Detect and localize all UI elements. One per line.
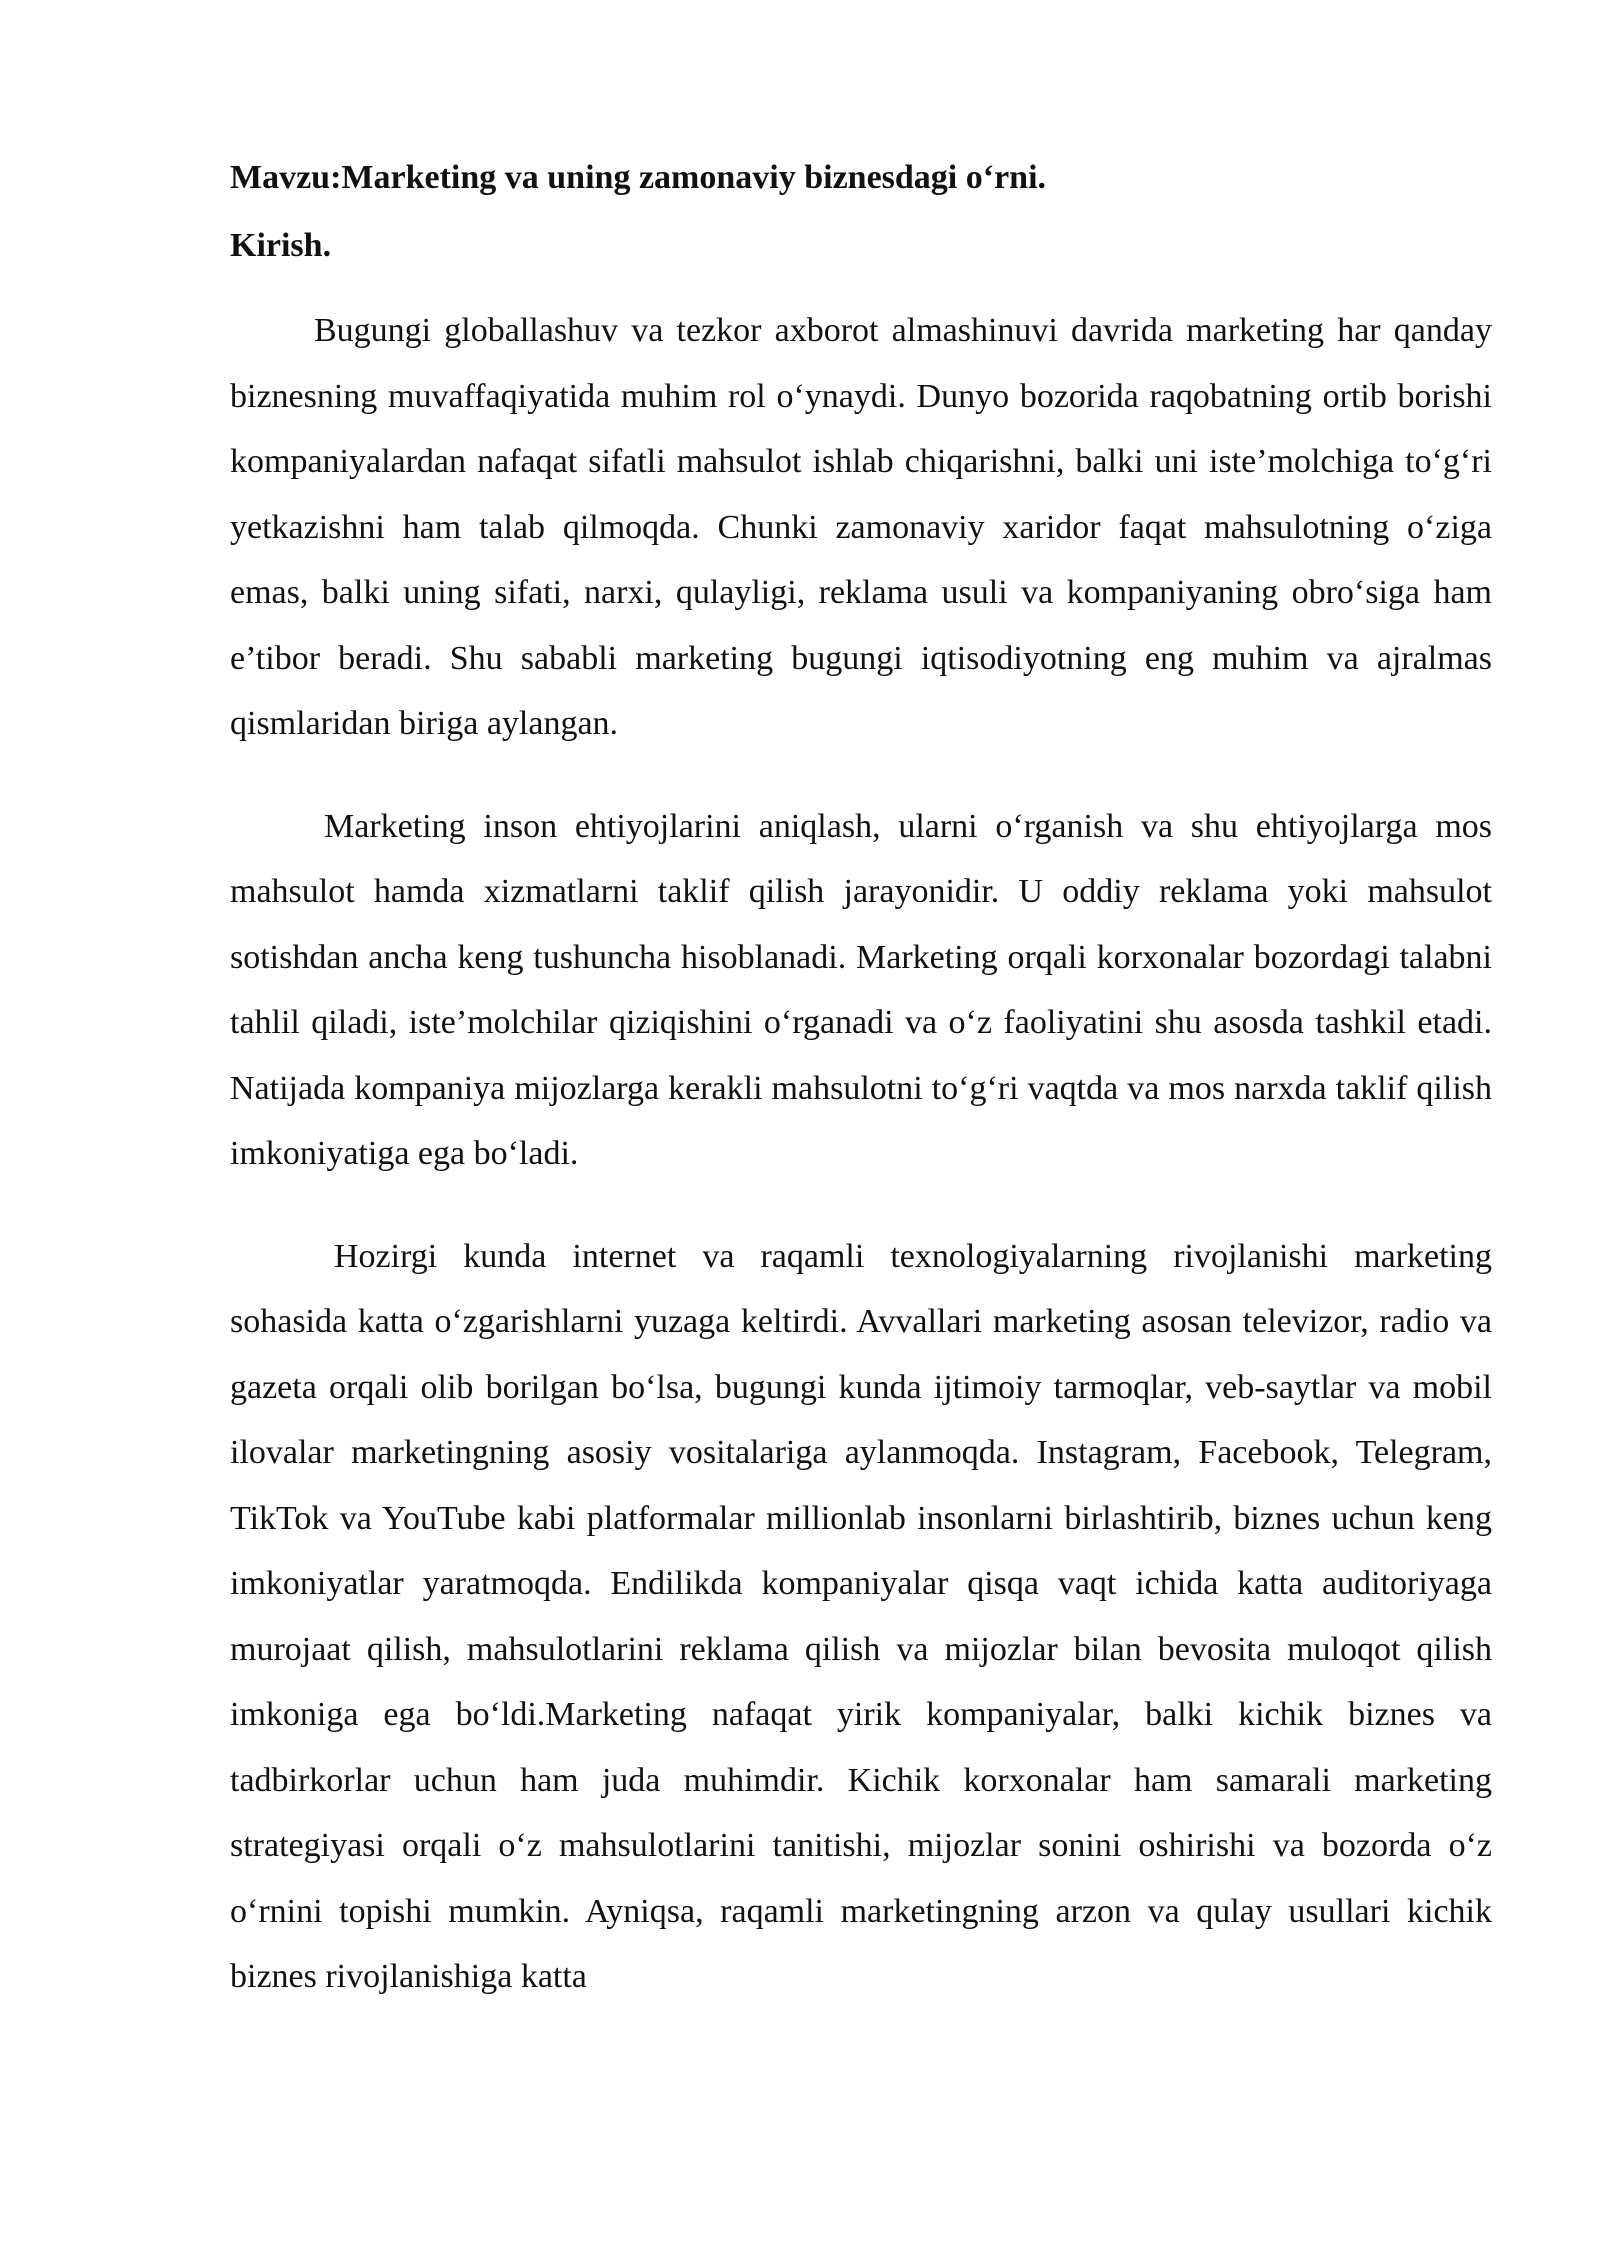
document-body (230, 148, 1492, 2010)
document-title: Mavzu:Marketing va uning zamonaviy biznesdagi oʻrni. (230, 159, 1047, 196)
paragraph: Hozirgi kunda internet va raqamli texnologiyalarning rivojlanishi marketing sohasida katta oʻzgarishlarni yuzaga keltirdi. Avvallari marketing asosan televizor, radio va gazeta orqali olib borilgan boʻlsa, bugungi kunda ijtimoiy tarmoqlar, veb-saytlar va mobil ilovalar marketingning asosiy vositalariga aylanmoqda. Instagram, Facebook, Telegram, TikTok va YouTube kabi platformalar millionlab insonlarni birlashtirib, biznes uchun keng imkoniyatlar yaratmoqda. Endilikda kompaniyalar qisqa vaqt ichida katta auditoriyaga murojaat qilish, mahsulotlarini reklama qilish va mijozlar bilan bevosita muloqot qilish imkoniga ega boʻldi.Marketing nafaqat yirik kompaniyalar, balki kichik biznes va tadbirkorlar uchun ham juda muhimdir. Kichik korxonalar ham samarali marketing strategiyasi orqali oʻz mahsulotlarini tanitishi, mijozlar sonini oshirishi va bozorda oʻz oʻrnini topishi mumkin. Ayniqsa, raqamli marketingning arzon va qulay usullari kichik biznes rivojlanishiga katta (230, 1237, 1492, 1995)
paragraph: Bugungi globallashuv va tezkor axborot almashinuvi davrida marketing har qanday biznesning muvaffaqiyatida muhim rol oʻynaydi. Dunyo bozorida raqobatning ortib borishi kompaniyalardan nafaqat sifatli mahsulot ishlab chiqarishni, balki uni iste’molchiga toʻgʻri yetkazishni ham talab qilmoqda. Chunki zamonaviy xaridor faqat mahsulotning oʻziga emas, balki uning sifati, narxi, qulayligi, reklama usuli va kompaniyaning obroʻsiga ham e’tibor beradi. Shu sababli marketing bugungi iqtisodiyotning eng muhim va ajralmas qismlaridan biriga aylangan. (230, 312, 1492, 742)
paragraph: Marketing inson ehtiyojlarini aniqlash, ularni oʻrganish va shu ehtiyojlarga mos mahsulot hamda xizmatlarni taklif qilish jarayonidir. U oddiy reklama yoki mahsulot sotishdan ancha keng tushuncha hisoblanadi. Marketing orqali korxonalar bozordagi talabni tahlil qiladi, iste’molchilar qiziqishini oʻrganadi va oʻz faoliyatini shu asosda tashkil etadi. Natijada kompaniya mijozlarga kerakli mahsulotni toʻgʻri vaqtda va mos narxda taklif qilish imkoniyatiga ega boʻladi. (230, 807, 1492, 1172)
section-heading: Kirish. (230, 227, 332, 264)
